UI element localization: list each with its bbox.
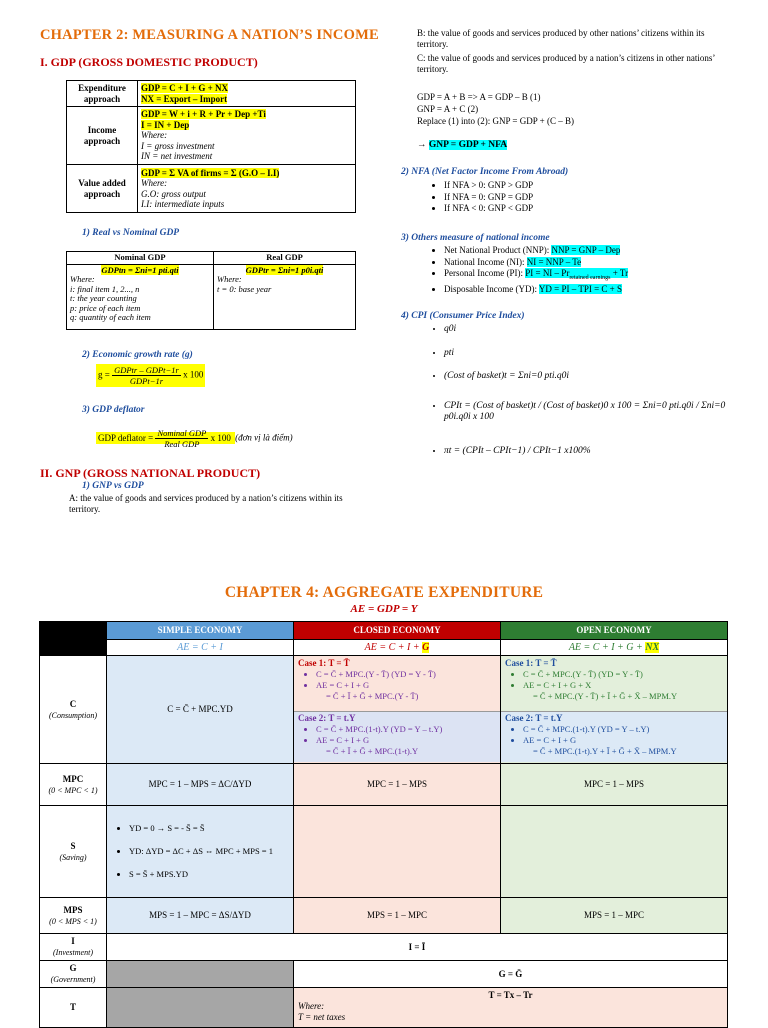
nnp-label: Net National Product (NNP): [444, 245, 552, 255]
gdp-deflator-formula [96, 428, 293, 449]
closed-case2-item: • AE = C + I + G [316, 735, 496, 746]
t-label: T [69, 1002, 76, 1012]
tax-row-label [40, 988, 107, 1028]
gnp-result [417, 140, 507, 150]
gnp-vs-gdp-title: 1) GNP vs GDP [82, 481, 144, 491]
closed-case1-title: Case 1: T = T̄ [298, 658, 350, 668]
mps-sub: (0 < MPS < 1) [49, 916, 97, 926]
gnp-equations [417, 91, 574, 127]
open-economy-header: OPEN ECONOMY [501, 622, 728, 640]
nnp-formula: NNP = GNP – Dep [551, 245, 621, 255]
real-where-1: t = 0: base year [217, 283, 272, 294]
saving-item: • YD: ΔYD = ΔC + ΔS ⇔ MPC + MPS = 1 [129, 846, 289, 857]
investment-row-label [40, 934, 107, 961]
open-case1-title: Case 1: T = T̄ [505, 658, 557, 668]
gdp-value-added-formula: GDP = Σ VA of firms = Σ (G.O – I.I) [141, 167, 280, 178]
real-nominal-title: 1) Real vs Nominal GDP [82, 228, 180, 238]
income-where-1: I = gross investment [141, 140, 215, 151]
open-case2-title: Case 2: T = t.Y [505, 713, 563, 723]
ni-label: National Income (NI): [444, 256, 527, 267]
nfa-title: 2) NFA (Net Factor Income From Abroad) [401, 167, 569, 177]
corner-cell [40, 622, 107, 640]
real-where: Where: [217, 274, 242, 284]
mpc-sub: (0 < MPC < 1) [48, 785, 98, 795]
va-where-1: G.O: gross output [141, 188, 206, 199]
va-where: Where: [141, 178, 168, 188]
mpc-label: MPC [62, 773, 84, 784]
s-sub: (Saving) [59, 852, 87, 862]
mpc-simple: MPC = 1 – MPS = ΔC/ΔYD [107, 764, 294, 806]
gnp-result-formula: GNP = GDP + NFA [428, 140, 508, 150]
investment-formula: I = IN + Dep [141, 119, 190, 130]
closed-case1-item: • AE = C + I + G [316, 680, 496, 691]
value-added-formulas [138, 165, 356, 213]
gnp-eq-2: GNP = A + C (2) [417, 104, 479, 114]
i-sub: (Investment) [53, 948, 93, 957]
open-ae-eq-text: AE = C + I + G + [568, 642, 646, 653]
pi-item [444, 268, 628, 284]
growth-rate-formula [96, 364, 205, 387]
open-case2-item: • C = C̄ + MPC.(1-t).Y (YD = Y – t.Y) [523, 724, 723, 735]
cpi-pt: • pti [444, 348, 754, 360]
closed-case1-item: • C = C̄ + MPC.(Y - T̄) (YD = Y - T̄) [316, 669, 496, 680]
pi-formula-tail: + Tr [610, 268, 629, 278]
s-label: S [70, 840, 76, 851]
arrow-icon: → [417, 140, 427, 150]
others-measure-list [428, 245, 628, 296]
mps-simple: MPS = 1 – MPC = ΔS/ΔYD [107, 898, 294, 934]
c-closed [294, 656, 501, 764]
real-gdp-formula: GDPtr = Σni=1 p0i.qti [245, 264, 324, 275]
simple-ae-eq: AE = C + I [107, 640, 294, 656]
others-measure-title: 3) Others measure of national income [401, 233, 550, 243]
pi-formula-sub: retained earnings [569, 274, 611, 281]
open-case2-item: = C̄ + MPC.(1-t).Y + Ī + Ḡ + X̄ – MPM.Y [533, 746, 677, 756]
nominal-where-2: t: the year counting [70, 293, 137, 303]
closed-case2-title: Case 2: T = t.Y [298, 713, 356, 723]
closed-ae-g: G [422, 642, 430, 653]
s-closed [294, 806, 501, 898]
gdp-approaches-table [66, 80, 356, 213]
mps-open: MPS = 1 – MPC [501, 898, 728, 934]
cpi-q0: • q0i [444, 324, 754, 336]
saving-item: • S = S̄ + MPS.YD [129, 869, 289, 880]
open-ae-nx: NX [645, 642, 660, 653]
closed-case1-item: = C̄ + Ī + Ḡ + MPC.(Y - T̄) [326, 691, 419, 701]
nfa-item: • If NFA = 0: GNP = GDP [444, 192, 533, 204]
open-case1-item: • C = C̄ + MPC.(Y - T̄) (YD = Y - T̄) [523, 669, 723, 680]
nominal-where-1: i: final item 1, 2..., n [70, 283, 140, 294]
s-simple [107, 806, 294, 898]
real-nominal-table [66, 251, 356, 330]
simple-economy-header: SIMPLE ECONOMY [107, 622, 294, 640]
gnp-a-text: A: the value of goods and services produced by a nation’s citizens within its territory. [69, 493, 343, 514]
gnp-c-text: C: the value of goods and services produced by a nation’s citizens in other nations’ territory. [417, 53, 715, 74]
nfa-list [428, 180, 533, 215]
t-simple-empty [107, 988, 294, 1028]
ni-item [444, 257, 628, 269]
closed-economy-header: CLOSED ECONOMY [294, 622, 501, 640]
deflator-suffix: x 100 [210, 432, 231, 443]
nfa-item: • If NFA < 0: GNP < GDP [444, 203, 533, 215]
chapter4-title: CHAPTER 4: AGGREGATE EXPENDITURE [224, 584, 544, 601]
gdp-heading: I. GDP (GROSS DOMESTIC PRODUCT) [40, 55, 258, 69]
gnp-heading: II. GNP (GROSS NATIONAL PRODUCT) [40, 466, 261, 480]
c-simple: C = C̄ + MPC.YD [107, 656, 294, 764]
income-formulas [138, 107, 356, 165]
gnp-b-text: B: the value of goods and services produced by other nations’ citizens within its territory. [417, 28, 705, 49]
closed-ae-eq [294, 640, 501, 656]
gnp-eq-1: GDP = A + B => A = GDP – B (1) [417, 92, 541, 102]
closed-case2-item: = C̄ + Ī + Ḡ + MPC.(1-t).Y [326, 746, 419, 756]
mpc-row-label [40, 764, 107, 806]
c-label: C [69, 698, 77, 709]
mps-closed: MPS = 1 – MPC [294, 898, 501, 934]
income-approach-label: Income approach [67, 107, 138, 165]
growth-denominator: GDPt−1r [129, 376, 164, 386]
government-row-label [40, 961, 107, 988]
open-case1-item: • AE = C + I + G + X [523, 680, 723, 691]
aggregate-expenditure-table [39, 621, 728, 1028]
cpi-formula: • CPIt = (Cost of basket)t / (Cost of basket)0 x 100 = Σni=0 pti.q0i / Σni=0 p0i.q0i x 100 [444, 401, 754, 424]
tax-eq-cell [294, 988, 728, 1028]
gdp-deflator-title: 3) GDP deflator [82, 405, 145, 415]
yd-item [444, 284, 628, 296]
corner-cell-2 [40, 640, 107, 656]
nominal-where-3: p: price of each item [70, 302, 141, 313]
investment-eq: I = Ī [107, 934, 728, 961]
mps-label: MPS [63, 904, 83, 915]
gdp-expenditure-formula: GDP = C + I + G + NX [141, 83, 229, 93]
gdp-income-formula: GDP = W + i + R + Pr + Dep +Ti [141, 109, 266, 120]
deflator-note: (đơn vị là điểm) [235, 432, 293, 443]
closed-ae-eq-text: AE = C + I + [364, 642, 423, 653]
income-where-2: IN = net investment [141, 151, 213, 162]
closed-case2-item: • C = C̄ + MPC.(1-t).Y (YD = Y – t.Y) [316, 724, 496, 735]
g-sub: (Government) [50, 975, 96, 984]
value-added-approach-label: Value added approach [67, 165, 138, 213]
nnp-item [444, 245, 628, 257]
mps-row-label [40, 898, 107, 934]
yd-formula: YD = PI – TPI = C + S [538, 284, 622, 295]
expenditure-formulas [138, 81, 356, 107]
deflator-denominator: Real GDP [164, 439, 200, 449]
nominal-gdp-formula: GDPtn = Σni=1 pti.qti [101, 264, 179, 275]
c-sub: (Consumption) [49, 710, 97, 720]
cpi-title: 4) CPI (Consumer Price Index) [401, 311, 525, 321]
tax-where-2: T = net taxes [298, 1012, 346, 1022]
cpi-cost-of-basket: • (Cost of basket)t = Σni=0 pti.q0i [444, 371, 754, 383]
mpc-closed: MPC = 1 – MPS [294, 764, 501, 806]
pi-formula-main: PI = NI – Pr [525, 268, 570, 278]
chapter4-subtitle: AE = GDP = Y [350, 603, 418, 615]
gnp-eq-3: Replace (1) into (2): GNP = GDP + (C – B) [417, 116, 574, 126]
va-where-2: I.I: intermediate inputs [141, 199, 225, 209]
cpi-list [428, 324, 754, 457]
ni-formula: NI = NNP – Te [526, 256, 582, 267]
pi-label: Personal Income (PI): [444, 268, 526, 278]
s-open [501, 806, 728, 898]
tax-where: Where: [298, 1001, 325, 1011]
chapter2-title: CHAPTER 2: MEASURING A NATION’S INCOME [40, 27, 379, 43]
nominal-where-4: q: quantity of each item [70, 312, 151, 322]
g-label: G [69, 963, 77, 973]
pi-formula [525, 268, 629, 281]
deflator-numerator: Nominal GDP [157, 428, 207, 438]
real-gdp-header: Real GDP [214, 252, 356, 265]
saving-row-label [40, 806, 107, 898]
income-where: Where: [141, 130, 168, 141]
nominal-where: Where: [70, 274, 95, 284]
growth-suffix: x 100 [183, 369, 204, 380]
consumption-row-label [40, 656, 107, 764]
growth-rate-title: 2) Economic growth rate (g) [82, 350, 193, 360]
nfa-item: • If NFA > 0: GNP > GDP [444, 180, 533, 192]
g-simple-empty [107, 961, 294, 988]
yd-label: Disposable Income (YD): [444, 284, 539, 295]
tax-eq: T = Tx – Tr [488, 990, 533, 1000]
growth-numerator: GDPtr – GDPt−1r [114, 365, 179, 375]
mpc-open: MPC = 1 – MPS [501, 764, 728, 806]
open-ae-eq [501, 640, 728, 656]
i-label: I [71, 936, 75, 946]
government-eq: G = Ḡ [294, 961, 728, 988]
saving-item: • YD = 0 → S = - S̄ = S̄ [129, 823, 289, 834]
deflator-prefix: GDP deflator = [98, 432, 154, 443]
expenditure-approach-label: Expenditure approach [67, 81, 138, 107]
open-case1-item: = C̄ + MPC.(Y - T̄) + Ī + Ḡ + X̄ – MPM.Y [533, 691, 678, 701]
nominal-gdp-header: Nominal GDP [67, 252, 214, 265]
inflation-formula: • πt = (CPIt – CPIt−1) / CPIt−1 x100% [444, 446, 754, 458]
growth-prefix: g = [98, 369, 110, 380]
nx-formula: NX = Export – Import [141, 93, 228, 104]
c-open [501, 656, 728, 764]
open-case2-item: • AE = C + I + G [523, 735, 723, 746]
